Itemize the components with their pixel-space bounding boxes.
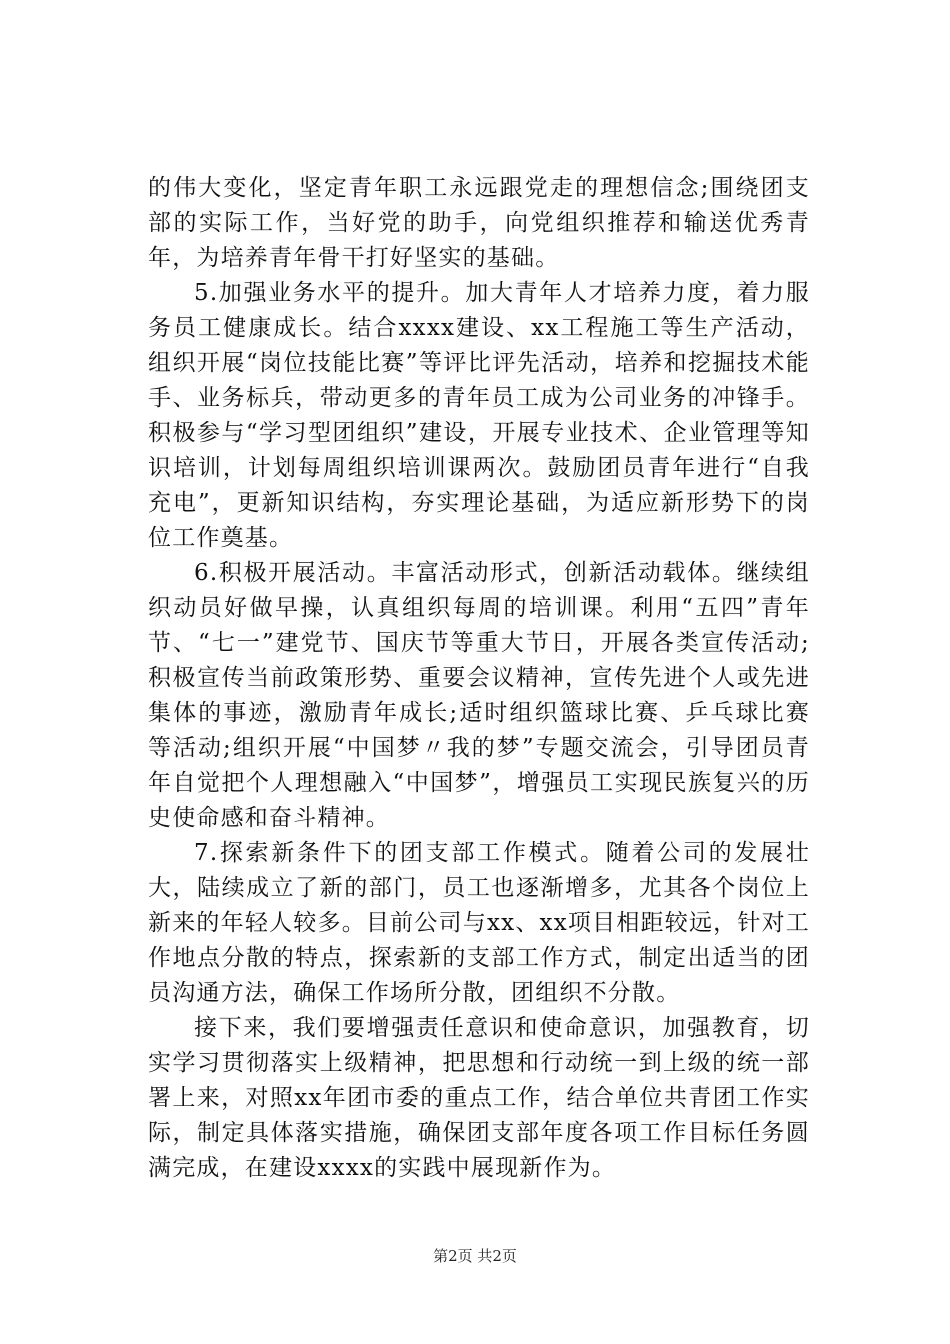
paragraph-item-7: 7.探索新条件下的团支部工作模式。随着公司的发展壮大，陆续成立了新的部门，员工也逐渐增多，尤其各个岗位上新来的年轻人较多。目前公司与xx、xx项目相距较远，针对工作地点分散的特点，探索新的支部工作方式，制定出适当的团员沟通方法，确保工作场所分散，团组织不分散。 (148, 840, 810, 1006)
page-number-label: 第2页 共2页 (433, 1247, 517, 1265)
paragraph-conclusion: 接下来，我们要增强责任意识和使命意识，加强教育，切实学习贯彻落实上级精神，把思想和行动统一到上级的统一部署上来，对照xx年团市委的重点工作，结合单位共青团工作实际，制定具体落实措施，确保团支部年度各项工作目标任务圆满完成，在建设xxxx的实践中展现新作为。 (148, 1015, 810, 1181)
document-body (148, 171, 810, 1186)
paragraph-continuation: 的伟大变化，坚定青年职工永远跟党走的理想信念;围绕团支部的实际工作，当好党的助手，向党组织推荐和输送优秀青年，为培养青年骨干打好坚实的基础。 (148, 175, 810, 271)
paragraph-item-5: 5.加强业务水平的提升。加大青年人才培养力度，着力服务员工健康成长。结合xxxx建设、xx工程施工等生产活动，组织开展“岗位技能比赛”等评比评先活动，培养和挖掘技术能手、业务标兵，带动更多的青年员工成为公司业务的冲锋手。积极参与“学习型团组织”建设，开展专业技术、企业管理等知识培训，计划每周组织培训课两次。鼓励团员青年进行“自我充电”，更新知识结构，夯实理论基础，为适应新形势下的岗位工作奠基。 (148, 280, 810, 551)
paragraph-item-6: 6.积极开展活动。丰富活动形式，创新活动载体。继续组织动员好做早操，认真组织每周的培训课。利用“五四”青年节、“七一”建党节、国庆节等重大节日，开展各类宣传活动;积极宣传当前政策形势、重要会议精神，宣传先进个人或先进集体的事迹，激励青年成长;适时组织篮球比赛、乒乓球比赛等活动;组织开展“中国梦〃我的梦”专题交流会，引导团员青年自觉把个人理想融入“中国梦”，增强员工实现民族复兴的历史使命感和奋斗精神。 (148, 560, 810, 831)
page-footer (0, 1246, 950, 1266)
